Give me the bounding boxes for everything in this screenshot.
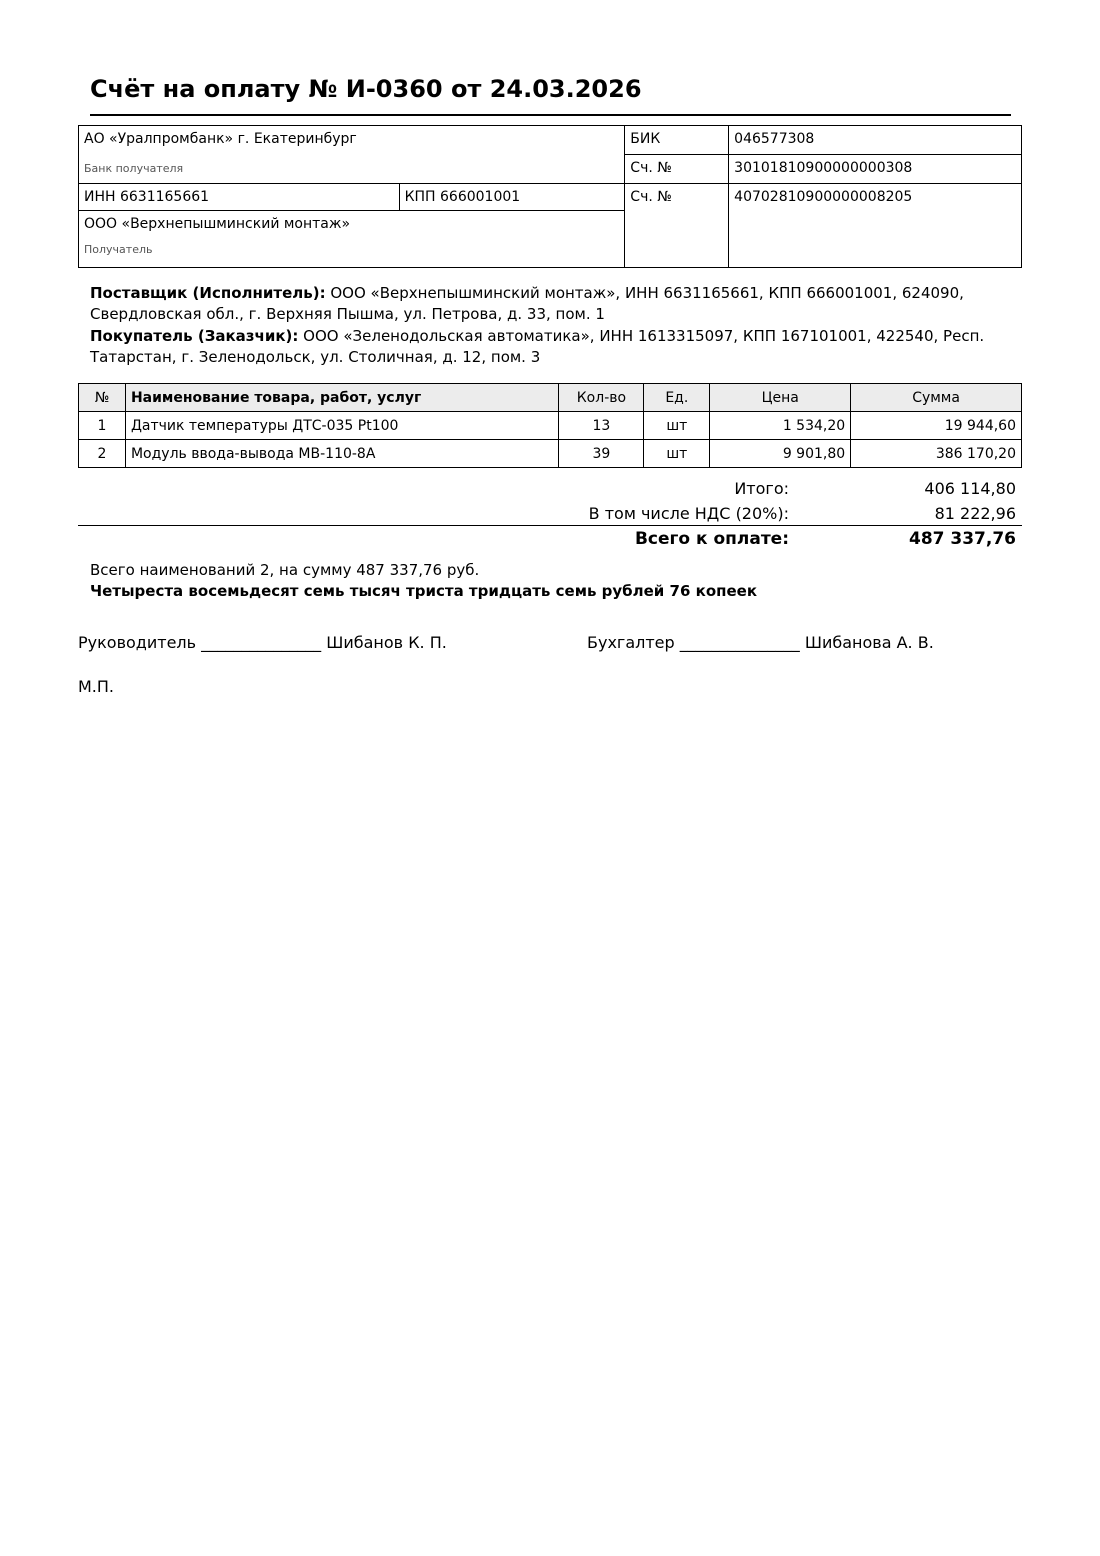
totals-block	[78, 476, 1022, 552]
grand-total-value: 487 337,76	[908, 529, 1016, 549]
table-row	[79, 412, 1022, 440]
accountant-signature: Бухгалтер _______________ Шибанова А. В.	[587, 633, 934, 652]
corr-account-value: 30101810900000000308	[729, 155, 1022, 184]
row-price: 1 534,20	[710, 412, 851, 440]
director-signature: Руководитель _______________ Шибанов К. П.	[78, 633, 447, 652]
col-qty-header: Кол-во	[559, 384, 644, 412]
totals-divider	[78, 525, 1022, 526]
col-sum-header: Сумма	[851, 384, 1022, 412]
supplier-label: Поставщик (Исполнитель):	[90, 284, 326, 302]
buyer-line	[90, 326, 1015, 368]
row-name: Датчик температуры ДТС-035 Pt100	[125, 412, 558, 440]
vat-label: В том числе НДС (20%):	[588, 504, 789, 523]
vat-value: 81 222,96	[934, 504, 1016, 523]
bik-label: БИК	[625, 126, 729, 155]
subtotal-value: 406 114,80	[924, 479, 1016, 498]
subtotal-row	[78, 476, 1022, 501]
bank-caption: Банк получателя	[79, 155, 625, 184]
items-table	[78, 383, 1022, 468]
bank-details-table	[78, 125, 1022, 268]
col-num-header: №	[79, 384, 126, 412]
recipient-name: ООО «Верхнепышминский монтаж»	[79, 211, 625, 240]
bik-value: 046577308	[729, 126, 1022, 155]
supplier-text: ООО «Верхнепышминский монтаж», ИНН 6631165661, КПП 666001001, 624090, Свердловская обл., г. Верхняя Пышма, ул. Петрова, д. 33, пом. 1	[90, 284, 964, 323]
row-qty: 39	[559, 440, 644, 468]
account-value: 40702810900000008205	[729, 184, 1022, 268]
row-num: 2	[79, 440, 126, 468]
recipient-inn: ИНН 6631165661	[79, 184, 400, 211]
row-sum: 19 944,60	[851, 412, 1022, 440]
items-count-line: Всего наименований 2, на сумму 487 337,76 руб.	[90, 561, 480, 579]
recipient-kpp: КПП 666001001	[399, 184, 625, 211]
items-header-row	[79, 384, 1022, 412]
vat-row	[78, 501, 1022, 526]
col-unit-header: Ед.	[644, 384, 710, 412]
row-unit: шт	[644, 440, 710, 468]
stamp-place: М.П.	[78, 677, 115, 696]
row-price: 9 901,80	[710, 440, 851, 468]
col-price-header: Цена	[710, 384, 851, 412]
grand-total-row	[78, 527, 1022, 552]
supplier-line	[90, 283, 1015, 325]
summary-block	[90, 560, 757, 602]
buyer-text: ООО «Зеленодольская автоматика», ИНН 1613315097, КПП 167101001, 422540, Респ. Татарстан, г. Зеленодольск, ул. Столичная, д. 12, пом. 3	[90, 327, 985, 366]
row-unit: шт	[644, 412, 710, 440]
bank-name: АО «Уралпромбанк» г. Екатеринбург	[79, 126, 625, 155]
row-sum: 386 170,20	[851, 440, 1022, 468]
buyer-label: Покупатель (Заказчик):	[90, 327, 299, 345]
parties-block	[90, 283, 1015, 369]
title-divider	[90, 114, 1011, 116]
row-num: 1	[79, 412, 126, 440]
corr-account-label: Сч. №	[625, 155, 729, 184]
row-name: Модуль ввода-вывода МВ-110-8А	[125, 440, 558, 468]
amount-in-words: Четыреста восемьдесят семь тысяч триста тридцать семь рублей 76 копеек	[90, 582, 758, 600]
grand-total-label: Всего к оплате:	[634, 529, 789, 549]
account-label: Сч. №	[625, 184, 729, 268]
table-row	[79, 440, 1022, 468]
subtotal-label: Итого:	[734, 479, 789, 498]
recipient-caption: Получатель	[79, 239, 625, 268]
col-name-header: Наименование товара, работ, услуг	[125, 384, 558, 412]
invoice-title: Счёт на оплату № И-0360 от 24.03.2026	[90, 75, 642, 103]
row-qty: 13	[559, 412, 644, 440]
